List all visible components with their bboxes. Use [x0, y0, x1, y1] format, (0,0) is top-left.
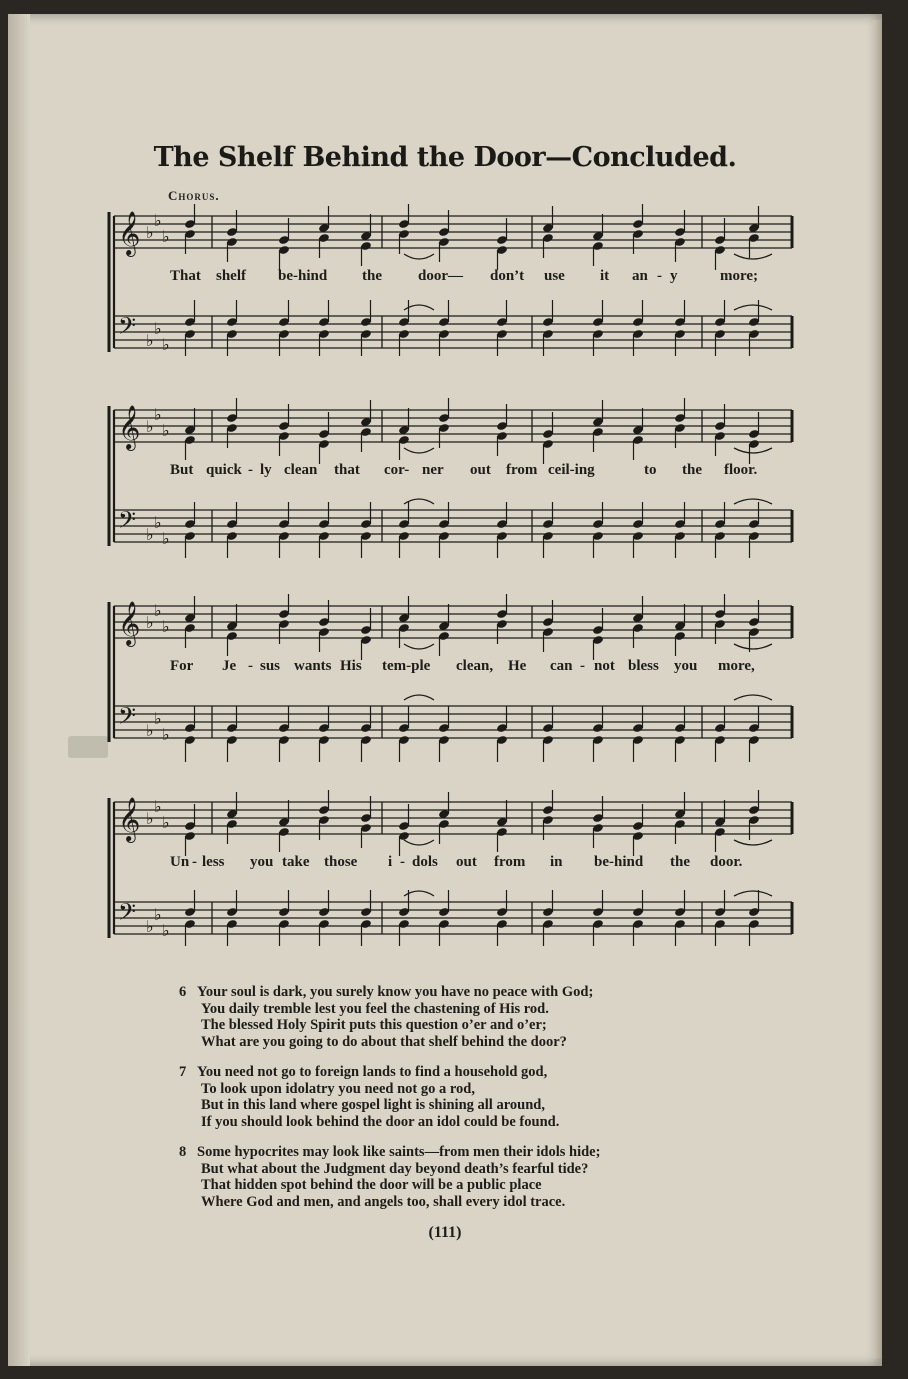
lyric-word: ner — [422, 462, 444, 478]
lyric-word: from — [494, 854, 526, 870]
svg-text:♭: ♭ — [154, 321, 162, 338]
lyric-word: more; — [720, 268, 759, 284]
svg-text:♭: ♭ — [162, 619, 170, 636]
svg-text:♭: ♭ — [162, 423, 170, 440]
lyric-word: can — [550, 658, 573, 674]
svg-text:♭: ♭ — [146, 527, 154, 544]
lyric-word: door. — [710, 854, 743, 870]
lyric-word: floor. — [724, 462, 758, 478]
svg-text:𝄢: 𝄢 — [118, 312, 137, 345]
lyric-word: quick — [206, 462, 242, 478]
lyric-word: cor- — [384, 462, 410, 478]
lyric-word: from — [506, 462, 538, 478]
svg-text:♭: ♭ — [146, 723, 154, 740]
music-staves — [104, 398, 794, 568]
svg-text:𝄞: 𝄞 — [118, 211, 141, 255]
svg-text:𝄞: 𝄞 — [118, 797, 141, 841]
lyric-word: the — [670, 854, 690, 870]
svg-text:♭: ♭ — [162, 337, 170, 354]
lyric-word: to — [644, 462, 657, 478]
page-number: (111) — [428, 1224, 462, 1241]
verse-line: If you should look behind the door an idol could be found. — [201, 1113, 560, 1130]
verse-number: 8 — [179, 1144, 187, 1160]
music-system-1 — [104, 204, 794, 374]
lyric-word: sus — [260, 658, 281, 674]
lyric-word: you — [250, 854, 274, 870]
lyric-word: be-hind — [278, 268, 328, 284]
book-spine-shadow — [8, 14, 30, 1366]
lyric-word: y — [670, 268, 678, 284]
svg-text:♭: ♭ — [154, 407, 162, 424]
lyric-word: He — [508, 658, 527, 674]
verse-8 — [179, 1144, 803, 1210]
lyric-word: be-hind — [594, 854, 644, 870]
page-smudge — [68, 736, 108, 758]
lyric-word: ly — [260, 462, 272, 478]
lyric-word: But — [170, 462, 194, 478]
music-system-3 — [104, 594, 794, 764]
lyric-word: the — [682, 462, 702, 478]
music-system-4 — [104, 790, 794, 960]
lyric-word: i — [388, 854, 393, 870]
verse-line: Your soul is dark, you surely know you have no peace with God; — [197, 984, 594, 1000]
lyrics-line-3 — [104, 658, 794, 678]
lyric-word: an — [632, 268, 648, 284]
lyric-word: ceil-ing — [548, 462, 595, 478]
lyric-word: door— — [418, 268, 463, 284]
lyric-word: - — [400, 854, 405, 870]
hymn-title: The Shelf Behind the Door—Concluded. — [153, 142, 737, 173]
svg-text:♭: ♭ — [146, 919, 154, 936]
verse-line: Where God and men, and angels too, shall every idol trace. — [201, 1193, 566, 1210]
svg-text:♭: ♭ — [154, 711, 162, 728]
verses — [179, 984, 803, 1224]
page-edge — [873, 20, 882, 1358]
lyric-word: - — [248, 658, 253, 674]
verse-line: You daily tremble lest you feel the chastening of His rod. — [201, 1000, 549, 1017]
lyric-word: in — [550, 854, 563, 870]
svg-text:♭: ♭ — [154, 907, 162, 924]
lyric-word: - — [248, 462, 253, 478]
lyric-word: Un — [170, 854, 190, 870]
svg-text:♭: ♭ — [154, 515, 162, 532]
svg-text:♭: ♭ — [154, 213, 162, 230]
lyric-word: more, — [718, 658, 755, 674]
music-staves — [104, 790, 794, 960]
verse-line: The blessed Holy Spirit puts this question o’er and o’er; — [201, 1017, 547, 1033]
svg-text:♭: ♭ — [154, 603, 162, 620]
hymnal-page — [8, 14, 882, 1366]
lyric-word: shelf — [216, 268, 246, 284]
lyric-word: it — [600, 268, 610, 284]
verse-line: That hidden spot behind the door will be a public place — [201, 1177, 542, 1193]
lyric-word: take — [282, 854, 310, 870]
lyric-word: - — [580, 658, 585, 674]
lyrics-line-4 — [104, 854, 794, 874]
verse-line: To look upon idolatry you need not go a rod, — [201, 1080, 475, 1097]
lyric-word: use — [544, 268, 565, 284]
chorus-label: Chorus. — [168, 188, 220, 203]
svg-text:♭: ♭ — [146, 615, 154, 632]
svg-text:♭: ♭ — [162, 815, 170, 832]
lyric-word: tem-ple — [382, 658, 431, 674]
lyric-word: those — [324, 854, 358, 870]
svg-text:𝄞: 𝄞 — [118, 601, 141, 645]
lyric-word: don’t — [490, 268, 525, 284]
verse-line: You need not go to foreign lands to find a household god, — [197, 1064, 548, 1080]
lyric-word: dols — [412, 854, 438, 870]
lyric-word: that — [334, 462, 360, 478]
svg-text:𝄢: 𝄢 — [118, 506, 137, 539]
svg-text:♭: ♭ — [146, 811, 154, 828]
verse-number: 7 — [179, 1064, 187, 1080]
lyric-word: That — [170, 268, 201, 284]
verse-line: But what about the Judgment day beyond death’s fearful tide? — [201, 1160, 589, 1177]
lyric-word: the — [362, 268, 382, 284]
lyric-word: wants — [294, 658, 332, 674]
music-staves — [104, 204, 794, 374]
svg-text:𝄢: 𝄢 — [118, 898, 137, 931]
verse-line: But in this land where gospel light is shining all around, — [201, 1097, 545, 1113]
lyric-word: less — [202, 854, 225, 870]
lyric-word: - — [192, 854, 197, 870]
music-staves — [104, 594, 794, 764]
music-system-2 — [104, 398, 794, 568]
lyric-word: For — [170, 658, 194, 674]
lyric-word: bless — [628, 658, 659, 674]
svg-text:♭: ♭ — [146, 225, 154, 242]
svg-text:♭: ♭ — [146, 333, 154, 350]
verse-line: Some hypocrites may look like saints—from men their idols hide; — [197, 1144, 601, 1160]
lyric-word: Je — [222, 658, 237, 674]
lyric-word: out — [470, 462, 491, 478]
svg-text:♭: ♭ — [154, 799, 162, 816]
lyrics-line-1 — [104, 268, 794, 288]
verse-number: 6 — [179, 984, 187, 1000]
svg-text:♭: ♭ — [162, 727, 170, 744]
verse-6 — [179, 984, 803, 1050]
svg-text:𝄢: 𝄢 — [118, 702, 137, 735]
svg-text:♭: ♭ — [162, 923, 170, 940]
svg-text:♭: ♭ — [146, 419, 154, 436]
lyric-word: not — [594, 658, 615, 674]
lyric-word: you — [674, 658, 698, 674]
svg-text:♭: ♭ — [162, 531, 170, 548]
lyric-word: clean, — [456, 658, 494, 674]
verse-line: What are you going to do about that shelf behind the door? — [201, 1033, 567, 1050]
svg-text:𝄞: 𝄞 — [118, 405, 141, 449]
lyric-word: out — [456, 854, 477, 870]
lyric-word: clean — [284, 462, 318, 478]
lyric-word: - — [657, 268, 662, 284]
lyric-word: His — [340, 658, 362, 674]
svg-text:♭: ♭ — [162, 229, 170, 246]
verse-7 — [179, 1064, 803, 1130]
lyrics-line-2 — [104, 462, 794, 482]
